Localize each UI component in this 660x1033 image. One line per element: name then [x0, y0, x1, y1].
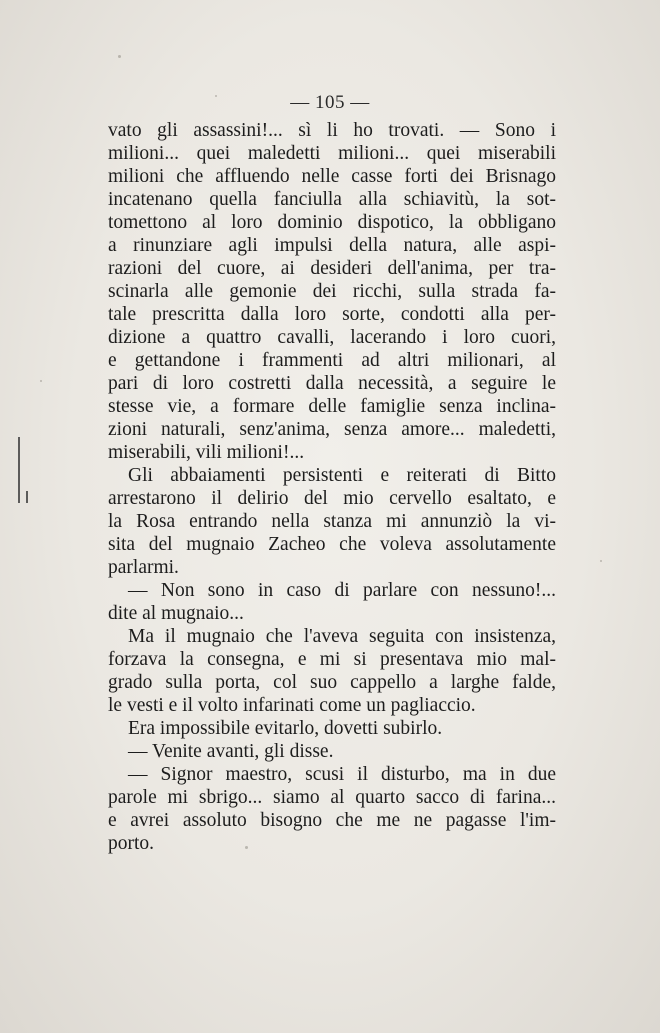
text-line: zioni naturali, senz'anima, senza amore... maledetti,	[108, 419, 556, 440]
text-line: scinarla alle gemonie dei ricchi, sulla strada fa-	[108, 281, 556, 302]
text-line: grado sulla porta, col suo cappello a larghe falde,	[108, 672, 556, 693]
text-line: Era impossibile evitarlo, dovetti subirlo.	[128, 718, 443, 739]
text-line: forzava la consegna, e mi si presentava mio mal-	[108, 649, 556, 670]
text-line: — Venite avanti, gli disse.	[128, 741, 334, 762]
page-number: — 105 —	[290, 92, 370, 113]
text-line: Gli abbaiamenti persistenti e reiterati di Bitto	[128, 465, 556, 486]
text-line: la Rosa entrando nella stanza mi annunziò la vi-	[108, 511, 556, 532]
margin-pencil-mark	[18, 437, 32, 503]
text-line: pari di loro costretti dalla necessità, a seguire le	[108, 373, 556, 394]
text-line: parlarmi.	[108, 557, 179, 578]
text-line: porto.	[108, 833, 155, 854]
text-line: parole mi sbrigo... siamo al quarto sacco di farina...	[108, 787, 556, 808]
text-line: vato gli assassini!... sì li ho trovati. — Sono i	[108, 120, 556, 141]
paper-speck	[600, 560, 602, 562]
text-line: milioni che affluendo nelle casse forti dei Brisnago	[108, 166, 556, 187]
paper-speck	[118, 55, 121, 58]
body-text	[108, 119, 556, 855]
text-line: tomettono al loro dominio dispotico, la obbligano	[108, 212, 556, 233]
text-line: e avrei assoluto bisogno che me ne pagasse l'im-	[108, 810, 556, 831]
text-line: miserabili, vili milioni!...	[108, 442, 305, 463]
text-line: tale prescritta dalla loro sorte, condotti alla per-	[108, 304, 556, 325]
text-line: — Signor maestro, scusi il disturbo, ma in due	[128, 764, 556, 785]
text-line: incatenano quella fanciulla alla schiavitù, la sot-	[108, 189, 556, 210]
text-line: arrestarono il delirio del mio cervello esaltato, e	[108, 488, 556, 509]
text-line: a rinunziare agli impulsi della natura, alle aspi-	[108, 235, 556, 256]
text-line: dite al mugnaio...	[108, 603, 244, 624]
text-line: razioni del cuore, ai desideri dell'anima, per tra-	[108, 258, 556, 279]
text-line: dizione a quattro cavalli, lacerando i loro cuori,	[108, 327, 556, 348]
text-line: e gettandone i frammenti ad altri milionari, al	[108, 350, 556, 371]
text-line: Ma il mugnaio che l'aveva seguita con insistenza,	[128, 626, 556, 647]
text-line: — Non sono in caso di parlare con nessuno!...	[128, 580, 556, 601]
text-line: sita del mugnaio Zacheo che voleva assolutamente	[108, 534, 556, 555]
text-line: milioni... quei maledetti milioni... quei miserabili	[108, 143, 556, 164]
paper-speck	[40, 380, 42, 382]
text-line: le vesti e il volto infarinati come un pagliaccio.	[108, 695, 476, 716]
text-line: stesse vie, a formare delle famiglie senza inclina-	[108, 396, 556, 417]
